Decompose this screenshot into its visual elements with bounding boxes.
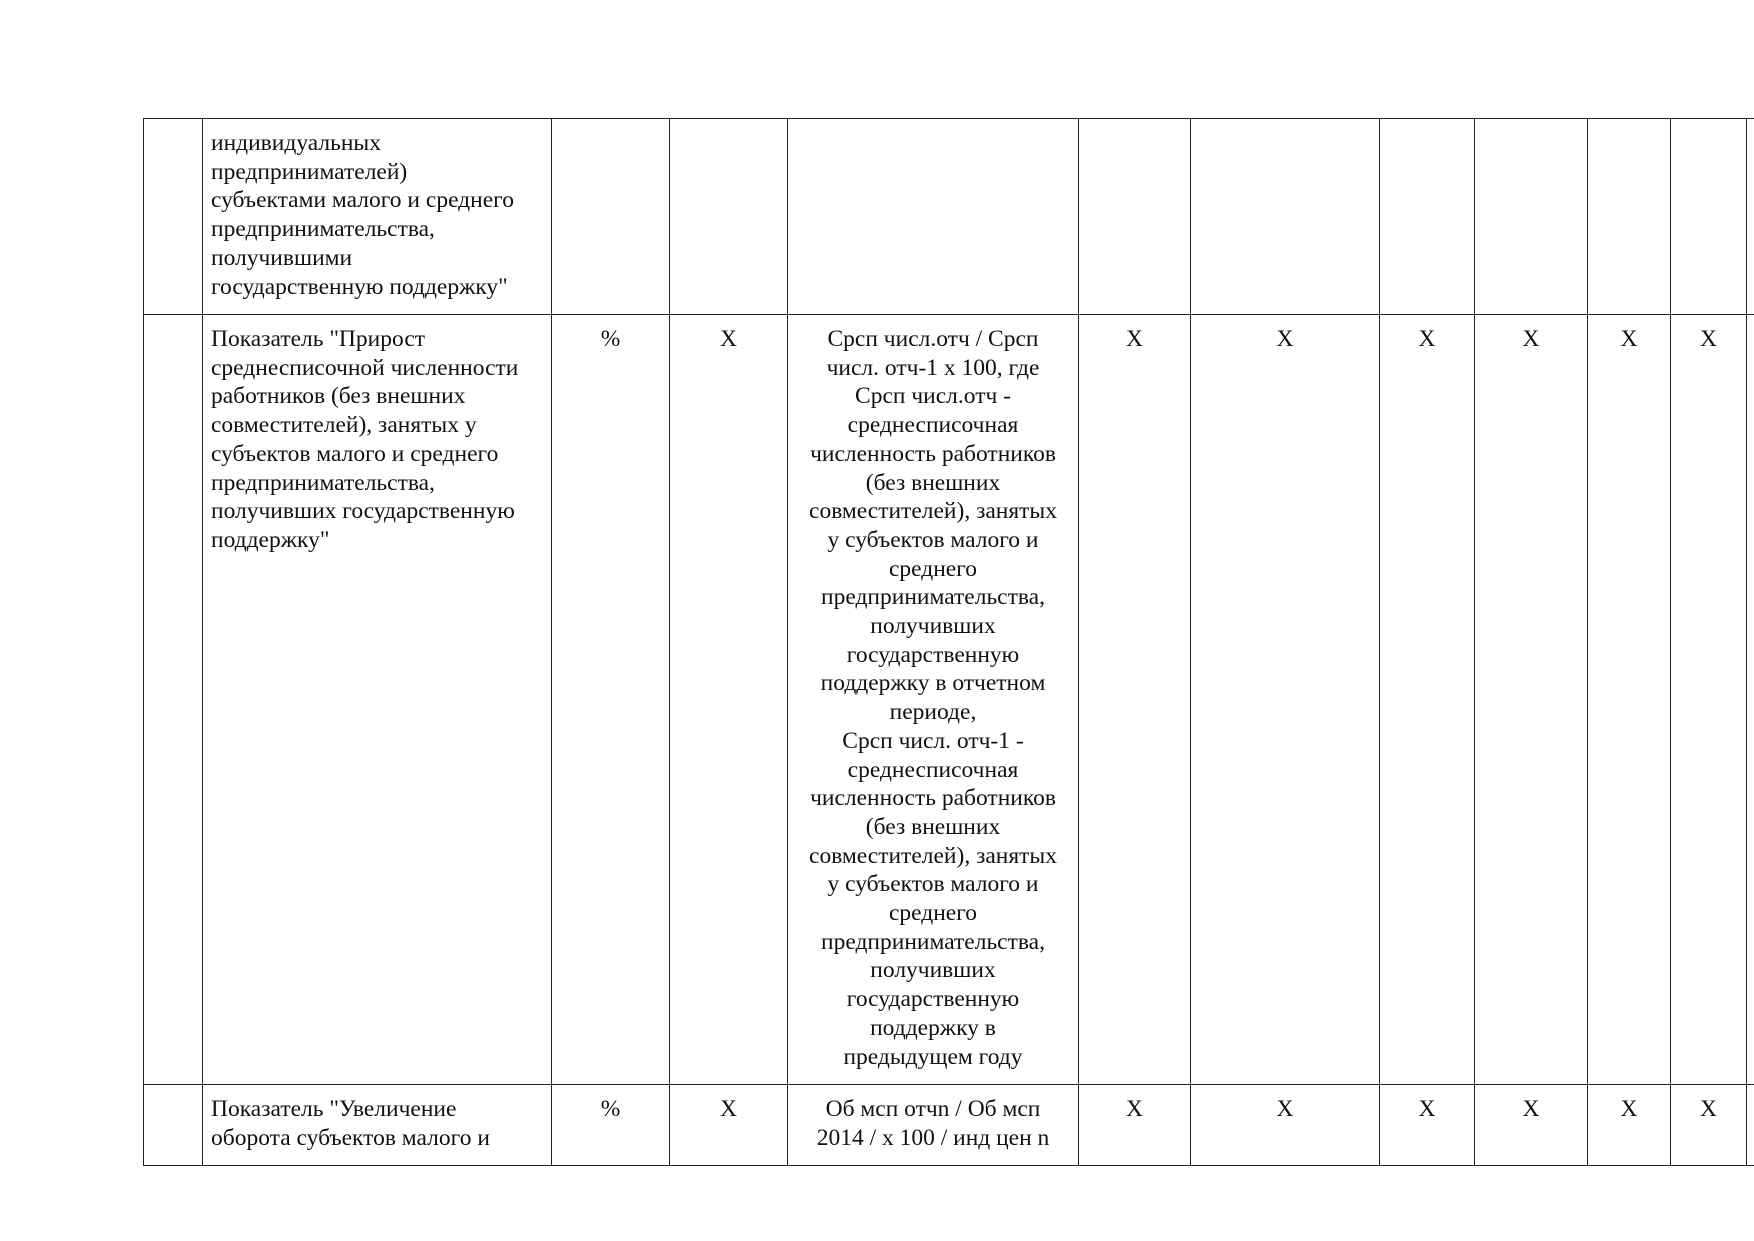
cell-col-11 — [1747, 119, 1754, 315]
cell-col-8: X — [1475, 315, 1588, 1085]
cell-col-7: X — [1380, 1085, 1475, 1166]
cell-col-10: X — [1671, 1085, 1747, 1166]
cell-formula: Срсп числ.отч / Срсп числ. отч-1 x 100, где Срсп числ.отч - среднесписочная численность работников (без внешних совместителей), занятых у субъектов малого и среднего предпринимательства, получивших государственную поддержку в отчетном периоде, Срсп числ. отч-1 - среднесписочная численность работников (без внешних совместителей), занятых у субъектов малого и среднего предпринимательства, получивших государственную поддержку в предыдущем году — [788, 315, 1079, 1085]
cell-col-3 — [670, 119, 788, 315]
cell-col-8: X — [1475, 1085, 1588, 1166]
cell-col-5 — [1079, 119, 1191, 315]
cell-number — [144, 119, 203, 315]
cell-col-7 — [1380, 119, 1475, 315]
cell-col-3: X — [670, 315, 788, 1085]
cell-col-11 — [1747, 315, 1754, 1085]
cell-col-6: X — [1191, 315, 1380, 1085]
cell-col-9: X — [1588, 315, 1671, 1085]
cell-col-10: X — [1671, 315, 1747, 1085]
cell-col-8 — [1475, 119, 1588, 315]
cell-col-9: X — [1588, 1085, 1671, 1166]
cell-col-11 — [1747, 1085, 1754, 1166]
cell-indicator-name: Показатель "Прирост среднесписочной численности работников (без внешних совместителей), занятых у субъектов малого и среднего предпринимательства, получивших государственную поддержку" — [203, 315, 552, 1085]
cell-indicator-name: индивидуальных предпринимателей) субъектами малого и среднего предпринимательства, получившими государственную поддержку" — [203, 119, 552, 315]
cell-unit — [552, 119, 670, 315]
cell-col-10 — [1671, 119, 1747, 315]
cell-formula: Об мсп отчn / Об мсп 2014 / x 100 / инд цен n — [788, 1085, 1079, 1166]
table-row — [144, 119, 1754, 315]
cell-formula — [788, 119, 1079, 315]
table-row — [144, 1085, 1754, 1166]
table-row — [144, 315, 1754, 1085]
cell-indicator-name: Показатель "Увеличение оборота субъектов малого и — [203, 1085, 552, 1166]
indicator-table — [143, 118, 1754, 1166]
cell-number — [144, 1085, 203, 1166]
cell-col-5: X — [1079, 1085, 1191, 1166]
cell-unit: % — [552, 1085, 670, 1166]
cell-col-6 — [1191, 119, 1380, 315]
cell-number — [144, 315, 203, 1085]
cell-col-3: X — [670, 1085, 788, 1166]
cell-col-7: X — [1380, 315, 1475, 1085]
cell-unit: % — [552, 315, 670, 1085]
cell-col-5: X — [1079, 315, 1191, 1085]
cell-col-6: X — [1191, 1085, 1380, 1166]
cell-col-9 — [1588, 119, 1671, 315]
